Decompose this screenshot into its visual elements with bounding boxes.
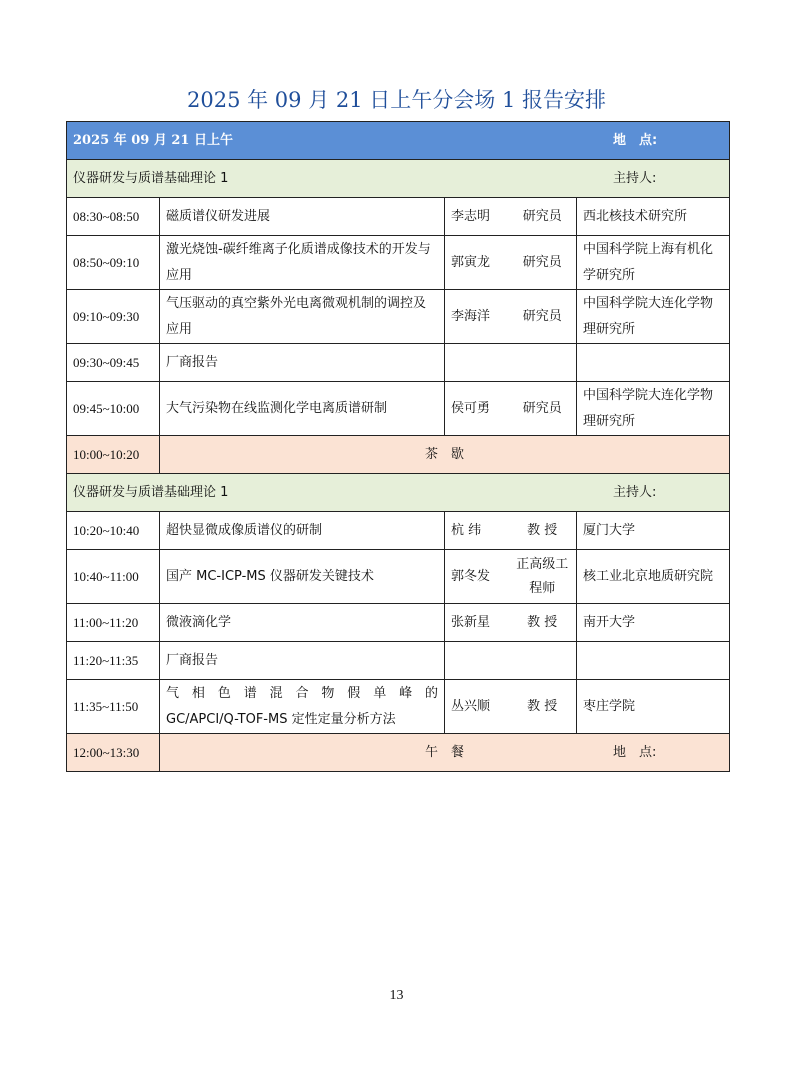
session-title: 仪器研发与质谱基础理论 1: [73, 484, 229, 500]
speaker-role: 研究员: [522, 308, 562, 324]
talk-topic: 大气污染物在线监测化学电离质谱研制: [160, 382, 445, 436]
talk-time: 08:50~09:10: [67, 236, 160, 290]
table-row: [67, 236, 730, 290]
table-row: [67, 512, 730, 550]
affiliation-cell-empty: [577, 642, 730, 680]
talk-time: 10:40~11:00: [67, 550, 160, 604]
speaker-name: 丛兴顺: [451, 698, 491, 714]
speaker-role: 教 授: [527, 698, 558, 714]
speaker-cell-empty: [445, 344, 577, 382]
page-number: 13: [389, 988, 404, 1003]
talk-time: 09:45~10:00: [67, 382, 160, 436]
header-location-label: 地 点:: [613, 132, 658, 148]
tea-break-label: 茶 歇: [160, 436, 730, 474]
talk-topic: 磁质谱仪研发进展: [160, 198, 445, 236]
speaker-affiliation: 中国科学院大连化学物理研究所: [577, 290, 730, 344]
talk-time: 09:30~09:45: [67, 344, 160, 382]
affiliation-cell-empty: [577, 344, 730, 382]
speaker-name: 郭冬发: [451, 568, 491, 584]
talk-topic: 厂商报告: [160, 344, 445, 382]
table-row: [67, 290, 730, 344]
talk-time: 11:35~11:50: [67, 680, 160, 734]
speaker-affiliation: 厦门大学: [577, 512, 730, 550]
speaker-role: 教 授: [527, 522, 558, 538]
speaker-name: 李海洋: [451, 308, 491, 324]
schedule-table: [66, 121, 730, 772]
speaker-role: 研究员: [522, 400, 562, 416]
schedule-header-row: [67, 122, 730, 160]
table-row: [67, 344, 730, 382]
table-row: [67, 198, 730, 236]
page-title: 2025 年 09 月 21 日上午分会场 1 报告安排: [187, 88, 606, 112]
talk-time: 09:10~09:30: [67, 290, 160, 344]
session-chair-label: 主持人:: [613, 170, 657, 186]
speaker-affiliation: 中国科学院上海有机化学研究所: [577, 236, 730, 290]
speaker-name: 杭 纬: [451, 522, 482, 538]
lunch-label: 午 餐: [424, 744, 464, 760]
session-chair-label: 主持人:: [613, 484, 657, 500]
speaker-name: 李志明: [451, 208, 491, 224]
session-title: 仪器研发与质谱基础理论 1: [73, 170, 229, 186]
speaker-name: 侯可勇: [451, 400, 491, 416]
lunch-row: [67, 734, 730, 772]
talk-topic: 微液滴化学: [160, 604, 445, 642]
speaker-name: 张新星: [451, 614, 491, 630]
talk-topic-line-2: GC/APCI/Q-TOF-MS 定性定量分析方法: [166, 711, 396, 727]
talk-topic: 国产 MC-ICP-MS 仪器研发关键技术: [160, 550, 445, 604]
tea-break-row: [67, 436, 730, 474]
talk-topic: 气压驱动的真空紫外光电离微观机制的调控及应用: [160, 290, 445, 344]
talk-time: 11:20~11:35: [67, 642, 160, 680]
speaker-affiliation: 核工业北京地质研究院: [577, 550, 730, 604]
table-row: [67, 680, 730, 734]
session-row: [67, 160, 730, 198]
talk-time: 11:00~11:20: [67, 604, 160, 642]
talk-time: 10:20~10:40: [67, 512, 160, 550]
speaker-affiliation: 枣庄学院: [577, 680, 730, 734]
talk-time: 08:30~08:50: [67, 198, 160, 236]
lunch-location-label: 地 点:: [612, 744, 657, 760]
table-row: [67, 604, 730, 642]
table-row: [67, 550, 730, 604]
speaker-affiliation: 西北核技术研究所: [577, 198, 730, 236]
tea-break-time: 10:00~10:20: [67, 436, 160, 474]
speaker-role: 研究员: [522, 208, 562, 224]
speaker-role: 正高级工程师: [516, 556, 569, 596]
speaker-affiliation: 南开大学: [577, 604, 730, 642]
table-row: [67, 642, 730, 680]
header-date: 2025 年 09 月 21 日上午: [73, 132, 233, 148]
talk-topic: 厂商报告: [160, 642, 445, 680]
talk-topic: 激光烧蚀-碳纤维离子化质谱成像技术的开发与应用: [160, 236, 445, 290]
talk-topic-line-1: 气相色谱混合物假单峰的: [166, 685, 438, 701]
talk-topic: [160, 680, 445, 734]
speaker-role: 教 授: [527, 614, 558, 630]
speaker-name: 郭寅龙: [451, 254, 491, 270]
session-row: [67, 474, 730, 512]
speaker-affiliation: 中国科学院大连化学物理研究所: [577, 382, 730, 436]
speaker-cell-empty: [445, 642, 577, 680]
speaker-role: 研究员: [522, 254, 562, 270]
table-row: [67, 382, 730, 436]
talk-topic: 超快显微成像质谱仪的研制: [160, 512, 445, 550]
lunch-time: 12:00~13:30: [67, 734, 160, 772]
